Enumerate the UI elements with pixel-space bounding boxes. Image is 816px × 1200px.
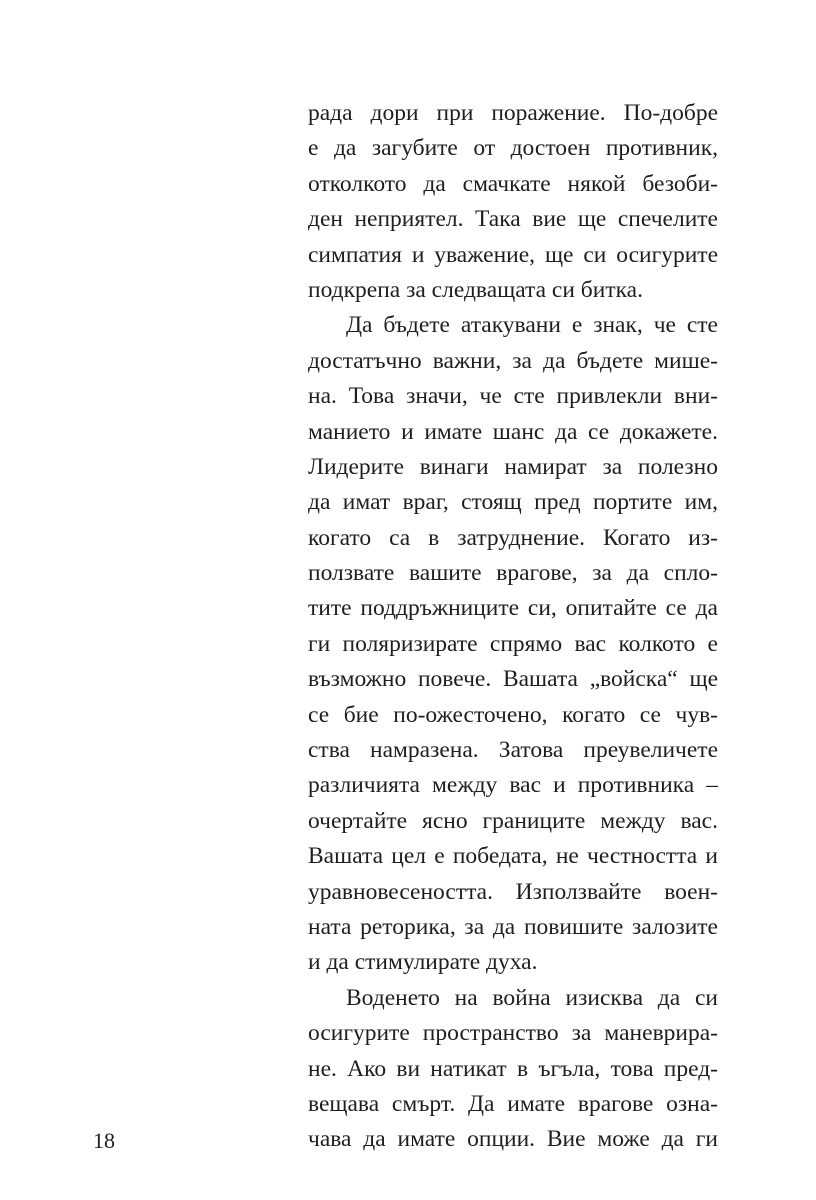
body-text [308, 96, 718, 1158]
text-line: очертайте ясно границите между вас. [308, 807, 718, 834]
paragraph-3 [308, 981, 718, 1158]
text-line: вещава смърт. Да имате врагове озна- [308, 1090, 718, 1117]
text-line: различията между вас и противника – [308, 772, 718, 799]
text-line: Вашата цел е победата, не честността и [308, 843, 718, 870]
paragraph-2 [308, 308, 718, 980]
text-line: Лидерите винаги намират за полезно [308, 453, 718, 480]
text-line: ната реторика, за да повишите залозите [308, 913, 718, 940]
text-line: Да бъдете атакувани е знак, че сте [346, 312, 718, 339]
text-line: уравновесеността. Използвайте воен- [308, 878, 718, 905]
text-line: чава да имате опции. Вие може да ги [308, 1126, 718, 1153]
text-line: се бие по-ожесточено, когато се чув- [308, 701, 718, 728]
text-line: не. Ако ви натикат в ъгъла, това пред- [308, 1055, 718, 1082]
text-line: Воденето на война изисква да си [346, 984, 718, 1011]
text-line: тите поддръжниците си, опитайте се да [308, 595, 718, 622]
text-line: и да стимулирате духа. [308, 949, 538, 976]
text-line: отколкото да смачкате някой безоби- [308, 170, 718, 197]
text-line: е да загубите от достоен противник, [308, 135, 718, 162]
text-line: когато са в затруднение. Когато из- [308, 524, 718, 551]
text-line: манието и имате шанс да се докажете. [308, 418, 718, 445]
text-line: ги поляризирате спрямо вас колкото е [308, 630, 718, 657]
text-line: да имат враг, стоящ пред портите им, [308, 489, 718, 516]
text-line: достатъчно важни, за да бъдете мише- [308, 347, 718, 374]
paragraph-1 [308, 96, 718, 308]
text-line: възможно повече. Вашата „войска“ ще [308, 666, 718, 693]
text-line: осигурите пространство за маневрира- [308, 1020, 718, 1047]
page-number: 18 [93, 1128, 115, 1153]
text-line: симпатия и уважение, ще си осигурите [308, 241, 718, 268]
text-line: подкрепа за следващата си битка. [308, 276, 643, 303]
text-line: ства намразена. Затова преувеличете [308, 737, 718, 764]
text-line: на. Това значи, че сте привлекли вни- [308, 383, 718, 410]
text-line: ползвате вашите врагове, за да спло- [308, 560, 718, 587]
text-line: ден неприятел. Така вие ще спечелите [308, 206, 718, 233]
text-line: рада дори при поражение. По-добре [308, 100, 718, 126]
